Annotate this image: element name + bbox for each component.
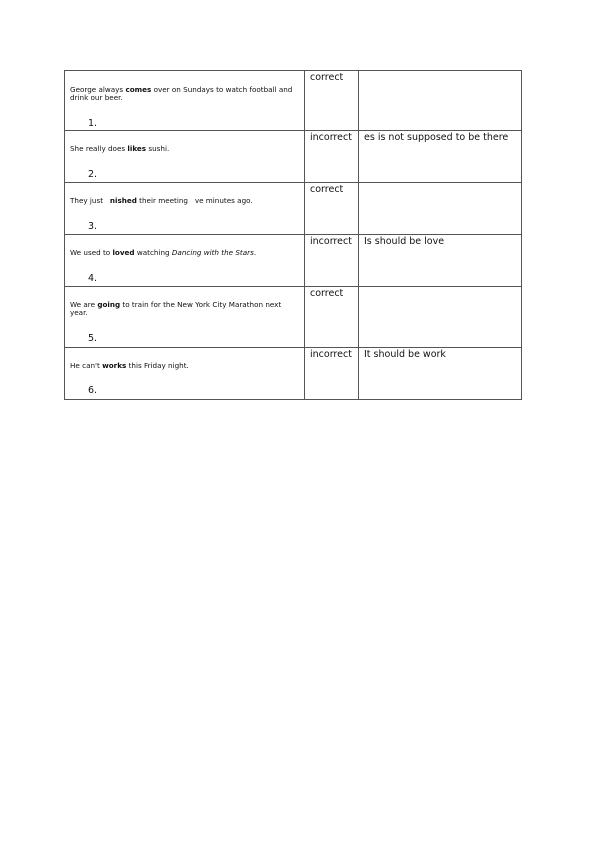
note-cell xyxy=(359,71,522,131)
sentence-text: He can't works this Friday night. xyxy=(70,361,189,370)
sentence-text: They just nished their meeting ve minutes ago. xyxy=(70,196,253,205)
status-text: correct xyxy=(310,72,344,83)
table-row xyxy=(65,131,522,183)
note-cell xyxy=(359,183,522,235)
sentence-text: George always comes over on Sundays to watch football and drink our beer. xyxy=(70,85,293,102)
status-cell xyxy=(305,235,359,287)
sentence-text: We used to loved watching Dancing with the Stars. xyxy=(70,248,257,257)
table-row xyxy=(65,235,522,287)
status-cell xyxy=(305,287,359,348)
status-text: correct xyxy=(310,288,344,299)
status-cell xyxy=(305,131,359,183)
note-text: It should be work xyxy=(364,349,446,360)
note-cell xyxy=(359,131,522,183)
note-text xyxy=(359,287,521,288)
table-row xyxy=(65,71,522,131)
item-number: 6. xyxy=(88,385,98,396)
note-text: es is not supposed to be there xyxy=(364,132,509,143)
sentence-cell xyxy=(65,235,305,287)
table-row xyxy=(65,287,522,348)
item-number: 5. xyxy=(88,333,98,344)
sentence-cell xyxy=(65,131,305,183)
status-text: incorrect xyxy=(310,132,352,143)
status-text: incorrect xyxy=(310,349,352,360)
note-text xyxy=(359,71,521,72)
status-text: incorrect xyxy=(310,236,352,247)
note-cell xyxy=(359,348,522,400)
status-text: correct xyxy=(310,184,344,195)
item-number: 3. xyxy=(88,221,98,232)
note-text xyxy=(359,183,521,184)
table-row xyxy=(65,348,522,400)
item-number: 1. xyxy=(88,118,98,129)
sentence-cell xyxy=(65,71,305,131)
status-cell xyxy=(305,348,359,400)
note-cell xyxy=(359,235,522,287)
item-number: 4. xyxy=(88,273,98,284)
note-text: Is should be love xyxy=(364,236,445,247)
status-cell xyxy=(305,71,359,131)
sentence-cell xyxy=(65,287,305,348)
sentence-text: We are going to train for the New York City Marathon next year. xyxy=(70,300,282,317)
sentence-text: She really does likes sushi. xyxy=(70,144,170,153)
note-cell xyxy=(359,287,522,348)
status-cell xyxy=(305,183,359,235)
sentence-cell xyxy=(65,183,305,235)
exercise-table xyxy=(64,70,522,400)
sentence-cell xyxy=(65,348,305,400)
table-row xyxy=(65,183,522,235)
item-number: 2. xyxy=(88,169,98,180)
